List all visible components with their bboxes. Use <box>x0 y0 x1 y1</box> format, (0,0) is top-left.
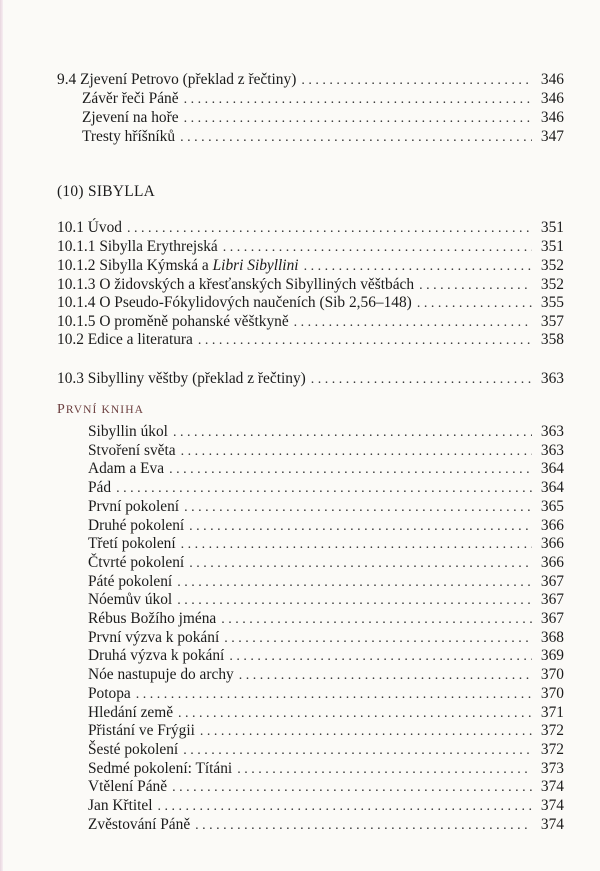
entry-title: Zvěstování Páně <box>88 815 191 833</box>
entry-page: 346 <box>540 71 564 88</box>
page-edge <box>0 0 3 871</box>
entry-page: 367 <box>540 572 564 590</box>
entry-title: Adam a Eva <box>88 460 165 478</box>
toc-entry[interactable] <box>88 572 564 592</box>
entry-title: Závěr řeči Páně <box>82 90 179 107</box>
entry-title: Druhá výzva k pokání <box>88 647 225 665</box>
entry-page: 357 <box>540 313 564 330</box>
entry-title: Zjevení na hoře <box>82 109 179 126</box>
toc-entry-10-1-4[interactable] <box>57 293 564 313</box>
toc-entry[interactable] <box>88 478 564 498</box>
toc-entry-10-1-2[interactable] <box>57 256 564 276</box>
toc-entry[interactable] <box>88 590 564 610</box>
entry-page: 371 <box>540 703 564 721</box>
entry-title: Tresty hříšníků <box>82 128 176 145</box>
entry-title: Čtvrté pokolení <box>88 553 185 571</box>
entry-title: 10.1.4 O Pseudo-Fókylidových naučeních (Sib 2,56–148) <box>57 294 412 311</box>
entry-page: 374 <box>540 815 564 833</box>
toc-entry-10-1[interactable] <box>57 218 564 238</box>
entry-title: 9.4 Zjevení Petrovo (překlad z řečtiny) <box>57 71 297 88</box>
entry-page: 347 <box>540 128 564 145</box>
toc-entry[interactable] <box>88 553 564 573</box>
entry-title: Nóemův úkol <box>88 591 173 609</box>
toc-entry-10-1-3[interactable] <box>57 275 564 295</box>
toc-entry[interactable] <box>88 422 564 442</box>
toc-entry[interactable] <box>82 89 564 109</box>
toc-entry[interactable] <box>88 777 564 797</box>
entry-page: 363 <box>540 423 564 440</box>
entry-title: Druhé pokolení <box>88 516 185 534</box>
entry-page: 372 <box>540 740 564 758</box>
toc-entry-10-2[interactable] <box>57 330 564 350</box>
entry-title: Vtělení Páně <box>88 778 168 796</box>
entry-page: 370 <box>540 666 564 684</box>
toc-entry-9-4[interactable] <box>57 70 564 90</box>
entry-page: 372 <box>540 722 564 740</box>
entry-title: První pokolení <box>88 497 180 515</box>
toc-entry[interactable] <box>88 796 564 816</box>
entry-title: Hledání země <box>88 703 174 721</box>
entry-title: Potopa <box>88 684 131 702</box>
entry-page: 365 <box>540 497 564 515</box>
toc-entry[interactable] <box>88 646 564 666</box>
entry-title: Nóe nastupuje do archy <box>88 666 234 684</box>
toc-entry[interactable] <box>88 516 564 536</box>
entry-page: 351 <box>540 219 564 236</box>
toc-entry[interactable] <box>88 703 564 723</box>
toc-entry-10-1-5[interactable] <box>57 312 564 332</box>
entry-page: 346 <box>540 109 564 126</box>
entry-title: Šesté pokolení <box>88 740 179 758</box>
toc-entry[interactable] <box>88 459 564 479</box>
entry-page: 346 <box>540 90 564 107</box>
entry-page: 363 <box>540 441 564 459</box>
entry-title: První výzva k pokání <box>88 628 220 646</box>
entry-title: Třetí pokolení <box>88 535 176 553</box>
entry-title: Přistání ve Frýgii <box>88 722 195 740</box>
toc-entry-10-3[interactable] <box>57 369 564 389</box>
entry-page: 370 <box>540 684 564 702</box>
entry-page: 368 <box>540 628 564 646</box>
toc-entry[interactable] <box>88 609 564 629</box>
entry-title: 10.1.3 O židovských a křesťanských Sibylliných věštbách <box>57 276 415 293</box>
entry-page: 355 <box>540 294 564 311</box>
entry-title: 10.1 Úvod <box>57 219 122 236</box>
entry-page: 373 <box>540 759 564 777</box>
entry-page: 367 <box>540 591 564 609</box>
toc-entry-10-1-1[interactable] <box>57 237 564 257</box>
entry-page: 366 <box>540 516 564 534</box>
entry-title: Jan Křtitel <box>88 797 153 814</box>
entry-page: 374 <box>540 778 564 796</box>
entry-title: 10.1.2 Sibylla Kýmská a Libri Sibyllini <box>57 257 299 274</box>
entry-page: 363 <box>540 370 564 387</box>
entry-title: 10.2 Edice a literatura <box>57 331 193 348</box>
toc-entry[interactable] <box>88 815 564 835</box>
entry-title: 10.3 Sibylliny věštby (překlad z řečtiny) <box>57 370 306 387</box>
entry-page: 367 <box>540 610 564 627</box>
entry-page: 366 <box>540 553 564 571</box>
toc-entry[interactable] <box>88 684 564 704</box>
toc-entry[interactable] <box>82 127 564 147</box>
toc-entry[interactable] <box>82 108 564 128</box>
entry-title: Sibyllin úkol <box>88 423 168 440</box>
toc-entry[interactable] <box>88 759 564 779</box>
entry-page: 358 <box>540 331 564 348</box>
entry-title: Sedmé pokolení: Títáni <box>88 759 233 777</box>
toc-entry[interactable] <box>88 497 564 517</box>
section-heading: (10) SIBYLLA <box>57 183 156 200</box>
entry-title: 10.1.1 Sibylla Erythrejská <box>57 238 218 255</box>
entry-title: 10.1.5 O proměně pohanské věštkyně <box>57 313 289 330</box>
entry-title: Rébus Božího jména <box>88 610 217 627</box>
italic-title: Libri Sibyllini <box>212 257 299 274</box>
book-heading: PRVNÍ KNIHA <box>57 402 145 417</box>
toc-entry[interactable] <box>88 534 564 554</box>
toc-entry[interactable] <box>88 441 564 461</box>
entry-page: 374 <box>540 797 564 814</box>
entry-page: 352 <box>540 276 564 293</box>
entry-title: Páté pokolení <box>88 572 173 590</box>
toc-entry[interactable] <box>88 665 564 685</box>
entry-page: 364 <box>540 460 564 478</box>
entry-page: 364 <box>540 479 564 497</box>
toc-entry[interactable] <box>88 721 564 741</box>
entry-page: 352 <box>540 257 564 274</box>
toc-entry[interactable] <box>88 628 564 648</box>
entry-page: 369 <box>540 647 564 665</box>
toc-entry[interactable] <box>88 740 564 760</box>
entry-title: Stvoření světa <box>88 441 176 459</box>
entry-title: Pád <box>88 479 112 497</box>
entry-page: 366 <box>540 535 564 553</box>
entry-page: 351 <box>540 238 564 255</box>
